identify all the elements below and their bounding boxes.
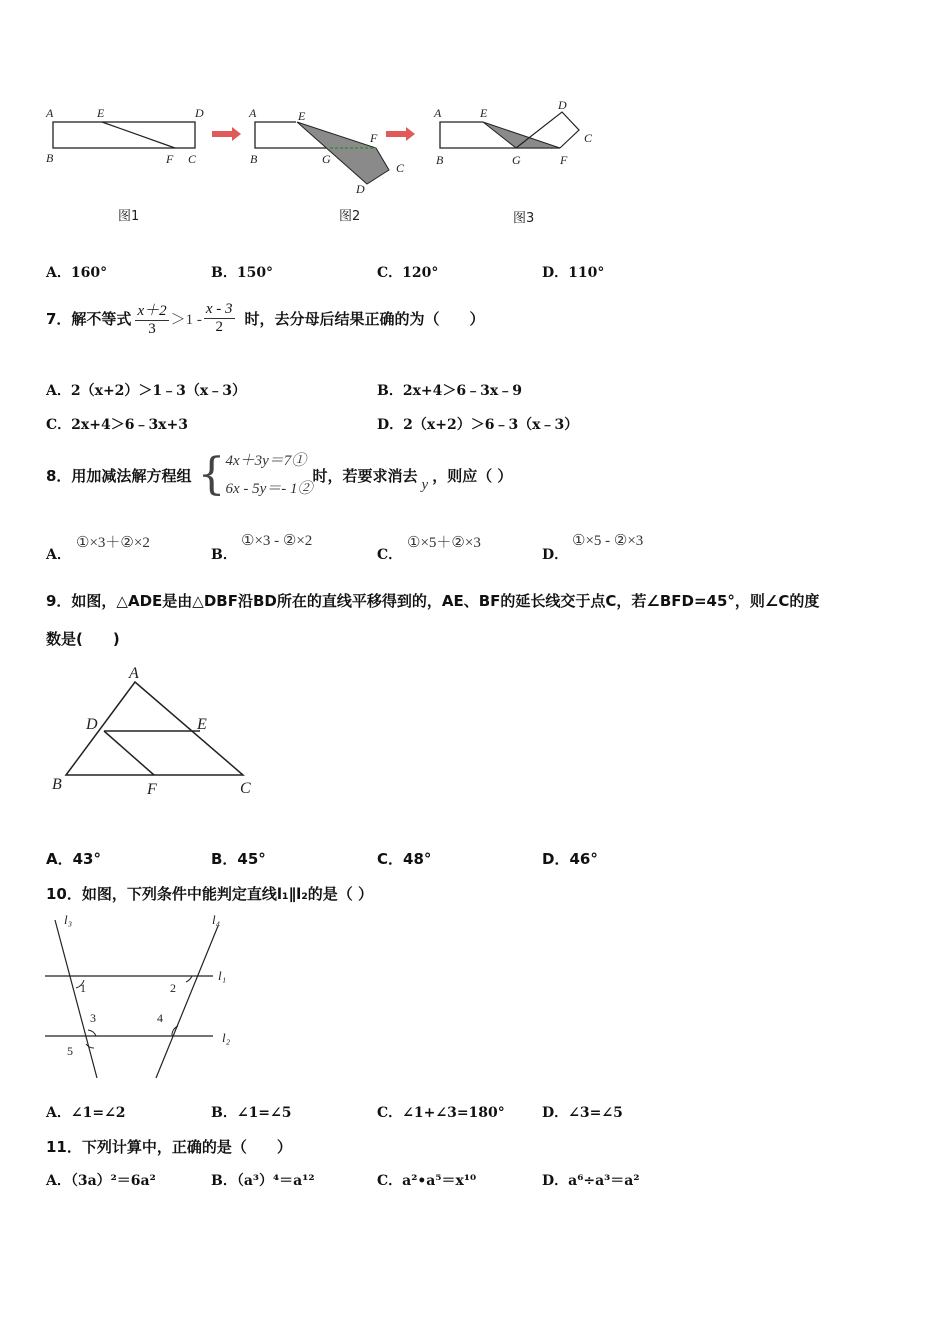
- q7-option-b[interactable]: B．2x+4＞6﹣3x﹣9: [377, 383, 522, 399]
- q6-option-d[interactable]: D．110°: [542, 265, 605, 281]
- caption-fig3: 图3: [513, 211, 535, 226]
- q9-option-d[interactable]: D．46°: [542, 850, 598, 868]
- q7-tail: 时，去分母后结果正确的为（ ）: [244, 309, 485, 328]
- arrow-icon: [212, 127, 241, 141]
- fig3-label-c: C: [584, 131, 593, 145]
- q10-option-a[interactable]: A．∠1=∠2: [46, 1105, 126, 1121]
- q8-tail2: ，则应（ ）: [432, 466, 513, 485]
- q10-label-l4: l₄: [212, 912, 221, 927]
- q9-option-b[interactable]: B．45°: [211, 850, 266, 868]
- q8-system: [197, 447, 312, 503]
- q9-stem-line1: 9．如图，△ADE是由△DBF沿BD所在的直线平移得到的，AE、BF的延长线交于点C，若∠BFD=45°，则∠C的度: [46, 592, 820, 610]
- fig3-label-b: B: [436, 153, 444, 167]
- q11-option-b[interactable]: B．（a³）⁴＝a¹²: [211, 1173, 315, 1189]
- fig3-label-d: D: [558, 98, 567, 112]
- q8-stem: [46, 445, 512, 505]
- q10-option-c[interactable]: C．∠1+∠3=180°: [377, 1105, 505, 1121]
- q7-option-a[interactable]: A．2（x+2）＞1﹣3（x﹣3）: [46, 383, 246, 399]
- q10-angle-5: 5: [67, 1044, 73, 1058]
- q8-option-b-expr[interactable]: ①×3 - ②×2: [241, 533, 313, 549]
- q6-option-c[interactable]: C．120°: [377, 265, 439, 281]
- q8-option-c-letter[interactable]: C．: [377, 547, 403, 563]
- q8-option-b-letter[interactable]: B．: [211, 547, 237, 563]
- q10-angle-3: 3: [90, 1011, 96, 1025]
- q10-angle-1: 1: [80, 981, 86, 995]
- q8-option-d-expr[interactable]: ①×5 - ②×3: [572, 533, 644, 549]
- q8-option-a-expr[interactable]: ①×3＋②×2: [76, 535, 150, 551]
- fig2-label-c: C: [396, 161, 405, 175]
- brace-icon: {: [197, 449, 226, 500]
- caption-fig2: 图2: [339, 209, 361, 224]
- q7-frac2-den: 2: [215, 318, 223, 335]
- fig2-label-a: A: [249, 106, 257, 120]
- q6-option-a[interactable]: A．160°: [46, 265, 108, 281]
- fig2-label-d: D: [356, 182, 365, 196]
- q11-option-c[interactable]: C．a²•a⁵＝x¹⁰: [377, 1173, 477, 1189]
- fig1-label-c: C: [188, 152, 197, 166]
- fig2-label-e: E: [298, 109, 306, 123]
- q7-frac1-den: 3: [148, 320, 156, 337]
- q10-label-l3: l₃: [64, 912, 73, 927]
- fig3-label-g: G: [512, 153, 521, 167]
- figure-1: [45, 106, 204, 166]
- fig1-label-d: D: [195, 106, 204, 120]
- q9-stem-line2: 数是( ): [46, 630, 120, 648]
- q10-option-d[interactable]: D．∠3=∠5: [542, 1105, 623, 1121]
- fig3-label-e: E: [480, 106, 488, 120]
- q9-label-d: D: [86, 716, 98, 733]
- q10-stem: 10．如图，下列条件中能判定直线l₁∥l₂的是（ ）: [46, 885, 374, 903]
- figure-3: [433, 98, 593, 167]
- q8-equations: [225, 447, 312, 503]
- fig2-label-f: F: [370, 131, 378, 145]
- fig1-label-f: F: [166, 152, 174, 166]
- q8-number: 8．用加减法解方程组: [46, 466, 192, 485]
- q7-stem: [46, 293, 485, 343]
- q10-label-l1: l₁: [218, 968, 227, 983]
- q9-figure: [44, 662, 274, 802]
- q8-option-a-letter[interactable]: A．: [46, 547, 71, 563]
- q8-eq1: 4x＋3y＝7①: [225, 453, 307, 469]
- q8-var: y: [421, 476, 429, 493]
- q9-label-b: B: [52, 776, 62, 793]
- fig1-label-e: E: [97, 106, 105, 120]
- q11-option-a[interactable]: A．（3a）²＝6a²: [46, 1173, 156, 1189]
- q7-option-d[interactable]: D．2（x+2）＞6﹣3（x﹣3）: [377, 417, 579, 433]
- fig3-label-f: F: [560, 153, 568, 167]
- q8-tail: 时，若要求消去: [312, 466, 418, 485]
- q6-option-b[interactable]: B．150°: [211, 265, 274, 281]
- q7-fraction-1: [135, 299, 168, 338]
- q7-number: 7．解不等式: [46, 309, 132, 328]
- q7-frac1-num: x＋2: [135, 299, 168, 321]
- fig3-label-a: A: [434, 106, 442, 120]
- q6-figures: [40, 96, 620, 236]
- fig1-label-b: B: [46, 151, 54, 165]
- q10-angle-4: 4: [157, 1011, 163, 1025]
- q9-label-c: C: [240, 780, 251, 797]
- q7-frac2-num: x - 3: [205, 300, 233, 317]
- figure-2: [248, 106, 405, 196]
- q9-label-f: F: [147, 781, 157, 798]
- fig2-label-b: B: [250, 152, 258, 166]
- q10-figure: [40, 908, 240, 1083]
- q7-fraction-2: [204, 301, 235, 336]
- q9-label-a: A: [129, 665, 139, 682]
- q8-option-c-expr[interactable]: ①×5＋②×3: [407, 535, 481, 551]
- q11-stem: 11．下列计算中，正确的是（ ）: [46, 1138, 292, 1156]
- arrow-icon: [386, 127, 415, 141]
- q9-label-e: E: [197, 716, 207, 733]
- q9-option-a[interactable]: A．43°: [46, 850, 101, 868]
- q7-mid: ＞1 -: [170, 311, 202, 328]
- q8-option-d-letter[interactable]: D．: [542, 547, 569, 563]
- fig1-label-a: A: [46, 106, 54, 120]
- q10-label-l2: l₂: [222, 1030, 231, 1045]
- q7-option-c[interactable]: C．2x+4＞6﹣3x+3: [46, 417, 189, 433]
- q8-eq2: 6x - 5y＝- 1②: [225, 481, 313, 497]
- q9-option-c[interactable]: C．48°: [377, 850, 432, 868]
- caption-fig1: 图1: [118, 209, 140, 224]
- q10-option-b[interactable]: B．∠1=∠5: [211, 1105, 292, 1121]
- q10-angle-2: 2: [170, 981, 176, 995]
- fig2-label-g: G: [322, 152, 331, 166]
- q11-option-d[interactable]: D．a⁶÷a³＝a²: [542, 1173, 640, 1189]
